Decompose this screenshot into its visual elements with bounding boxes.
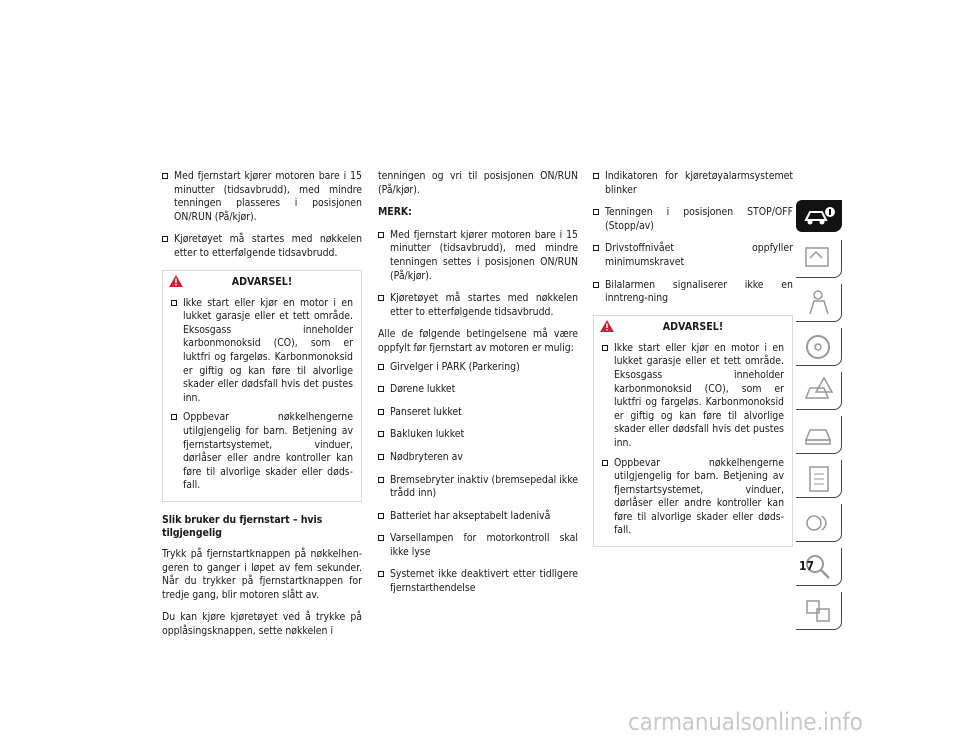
warning-header — [594, 316, 792, 338]
checkbox-bullet-icon — [378, 571, 384, 577]
checkbox-bullet-icon — [378, 232, 384, 238]
multimedia-icon — [802, 508, 836, 538]
column-right — [593, 170, 793, 557]
warning-triangle-icon — [169, 275, 183, 287]
list-item: Panseret lukket — [378, 406, 578, 420]
list-item: Ikke start eller kjør en motor i en lukket garasje eller et tett område. Eksosgass inneholder karbonmonoksid (CO), som er luktfri og fargeløs. Karbonmonoksid er giftig og kan føre til alvorlige skader eller dødsfall hvis det pustes inn. — [171, 297, 353, 406]
column-middle — [378, 170, 578, 605]
warning-car-icon — [802, 376, 836, 406]
checkbox-bullet-icon — [378, 513, 384, 519]
list-item: Drivstoffnivået oppfyller minimumskravet — [593, 242, 793, 269]
tab-checklist[interactable] — [796, 460, 842, 498]
note-label: MERK: — [378, 206, 412, 219]
list-item: Tenningen i posisjonen STOP/OFF (Stopp/av) — [593, 206, 793, 233]
conditions-list — [593, 170, 793, 306]
checkbox-bullet-icon — [378, 295, 384, 301]
checkbox-bullet-icon — [378, 477, 384, 483]
checkbox-bullet-icon — [378, 454, 384, 460]
conditions-list — [378, 361, 578, 596]
list-item: Oppbevar nøkkelhengerne utilgjengelig for barn. Betjening av fjernstartsystemet, vinduer, dørlåser eller andre kontroller kan føre til alvorlige skader eller døds-fall. — [171, 411, 353, 493]
list-item: Bakluken lukket — [378, 428, 578, 442]
section-heading: Slik bruker du fjernstart – hvis tilgjengelig — [162, 513, 323, 540]
paragraph: tenningen og vri til posisjonen ON/RUN (På/kjør). — [378, 170, 578, 196]
checkbox-bullet-icon — [602, 345, 608, 351]
list-item: Girvelger i PARK (Parkering) — [378, 361, 578, 375]
warning-box — [162, 270, 362, 502]
checkbox-bullet-icon — [602, 460, 608, 466]
paragraph: Trykk på fjernstartknappen på nøkkelhen-geren to ganger i løpet av fem sekunder. Når du trykker på fjernstartknappen for tredje gang, blir motoren slått av. — [162, 548, 362, 601]
warning-header — [163, 271, 361, 293]
tab-language[interactable] — [796, 592, 842, 630]
warning-title: ADVARSEL! — [662, 320, 724, 333]
tab-multimedia[interactable] — [796, 504, 842, 542]
checkbox-bullet-icon — [171, 414, 177, 420]
list-item: Indikatoren for kjøretøyalarmsystemet blinker — [593, 170, 793, 197]
checkbox-bullet-icon — [171, 300, 177, 306]
dashboard-icon — [802, 244, 836, 274]
list-item: Nødbryteren av — [378, 451, 578, 465]
list-item: Oppbevar nøkkelhengerne utilgjengelig for barn. Betjening av fjernstartsystemet, vinduer, dørlåser eller andre kontroller kan føre til alvorlige skader eller døds-fall. — [602, 457, 784, 539]
checkbox-bullet-icon — [593, 209, 599, 215]
checkbox-bullet-icon — [378, 431, 384, 437]
warning-title: ADVARSEL! — [231, 275, 293, 288]
checkbox-bullet-icon — [162, 236, 168, 242]
checkbox-bullet-icon — [593, 173, 599, 179]
watermark: carmanualsonline.info — [628, 708, 863, 736]
checkbox-bullet-icon — [378, 535, 384, 541]
list-item: Kjøretøyet må startes med nøkkelen etter to etterfølgende tidsavbrudd. — [162, 233, 362, 260]
tab-warning-car[interactable] — [796, 372, 842, 410]
checkbox-bullet-icon — [593, 245, 599, 251]
list-item: Med fjernstart kjører motoren bare i 15 minutter (tidsavbrudd), med mindre tenningen plasseres i posisjonen ON/RUN (På/kjør). — [162, 170, 362, 224]
list-item: Kjøretøyet må startes med nøkkelen etter to etterfølgende tidsavbrudd. — [378, 292, 578, 319]
car-service-icon — [802, 420, 836, 450]
warning-triangle-icon — [600, 320, 614, 332]
tab-service[interactable] — [796, 416, 842, 454]
list-item: Med fjernstart kjører motoren bare i 15 minutter (tidsavbrudd), med mindre tenningen settes i posisjonen ON/RUN (På/kjør). — [378, 229, 578, 283]
list-item: Bremsebryter inaktiv (bremsepedal ikke trådd inn) — [378, 474, 578, 501]
list-item: Bilalarmen signaliserer ikke en inntreng-ning — [593, 279, 793, 306]
steering-wheel-icon — [802, 332, 836, 362]
checkbox-bullet-icon — [162, 173, 168, 179]
tab-car-info[interactable] — [796, 200, 842, 232]
language-icon — [802, 596, 836, 626]
seatbelt-icon — [802, 288, 836, 318]
checkbox-bullet-icon — [378, 386, 384, 392]
list-item: Batteriet har akseptabelt ladenivå — [378, 510, 578, 524]
tab-steering[interactable] — [796, 328, 842, 366]
page-number: 17 — [799, 559, 815, 573]
car-info-icon — [802, 204, 836, 228]
list-item: Ikke start eller kjør en motor i en lukket garasje eller et tett område. Eksosgass inneholder karbonmonoksid (CO), som er luktfri og fargeløs. Karbonmonoksid er giftig og kan føre til alvorlige skader eller dødsfall hvis det pustes inn. — [602, 342, 784, 451]
checkbox-bullet-icon — [378, 364, 384, 370]
column-left — [162, 170, 362, 648]
list-item: Varsellampen for motorkontroll skal ikke lyse — [378, 532, 578, 559]
tab-dashboard[interactable] — [796, 240, 842, 278]
paragraph: Alle de følgende betingelsene må være oppfylt før fjernstart av motoren er mulig: — [378, 328, 578, 354]
checkbox-bullet-icon — [378, 409, 384, 415]
checkbox-bullet-icon — [593, 282, 599, 288]
list-item: Systemet ikke deaktivert etter tidligere fjernstarthendelse — [378, 568, 578, 595]
checklist-icon — [802, 464, 836, 494]
tab-seatbelt[interactable] — [796, 284, 842, 322]
list-item: Dørene lukket — [378, 383, 578, 397]
warning-box — [593, 315, 793, 547]
paragraph: Du kan kjøre kjøretøyet ved å trykke på opplåsingsknappen, sette nøkkelen i — [162, 611, 362, 638]
